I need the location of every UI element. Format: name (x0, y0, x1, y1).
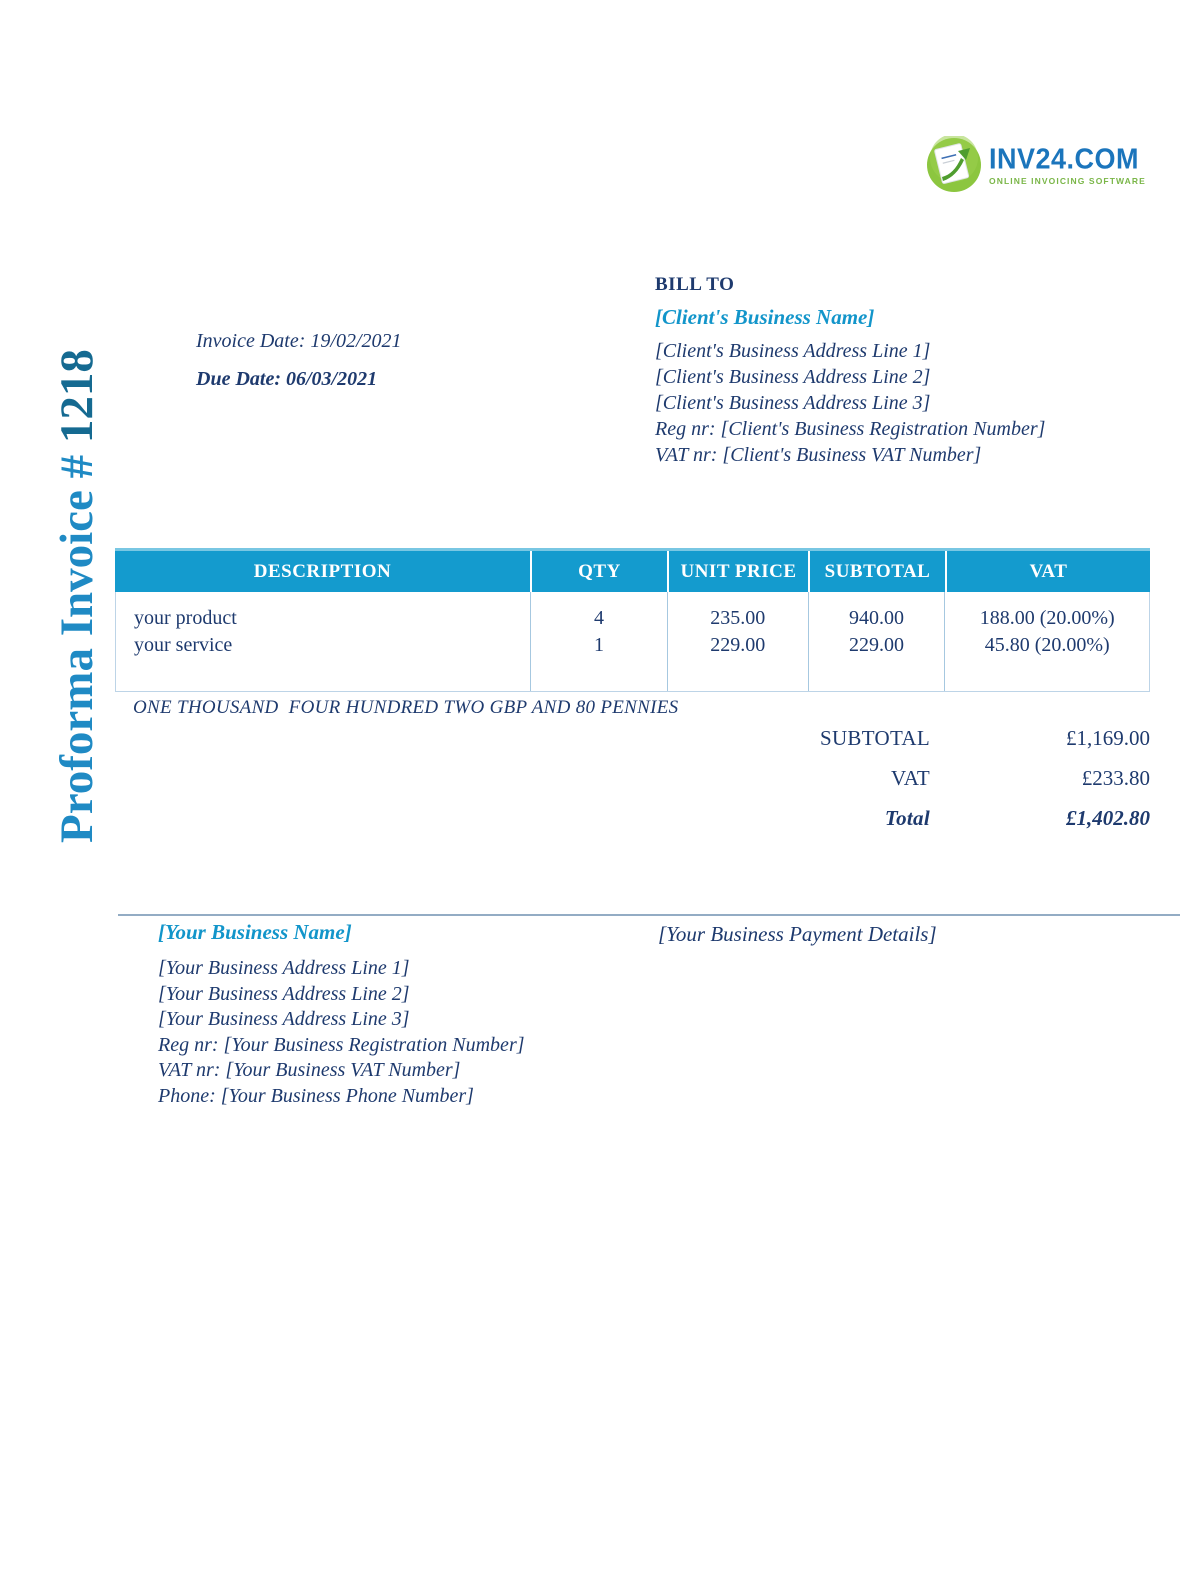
item-subtotal: 940.00 (849, 607, 905, 629)
vat-row (640, 766, 1150, 791)
header-unit-price: UNIT PRICE (667, 551, 808, 592)
logo-title: INV24.COM (989, 143, 1140, 175)
total-row (640, 806, 1150, 831)
business-phone: Phone: [Your Business Phone Number] (158, 1084, 474, 1107)
invoice-date: Invoice Date: 19/02/2021 (196, 330, 402, 352)
table-header-row (115, 548, 1150, 592)
client-address-line: [Client's Business Address Line 1] (655, 340, 931, 362)
client-vat-number: VAT nr: [Client's Business VAT Number] (655, 444, 982, 466)
item-qty: 1 (594, 634, 605, 656)
subtotal-label: SUBTOTAL (819, 726, 930, 750)
logo-tagline: ONLINE INVOICING SOFTWARE (989, 176, 1146, 186)
item-qty: 4 (594, 607, 605, 629)
item-description: your service (134, 634, 233, 656)
bill-to-section (655, 274, 1045, 468)
column-subtotal (808, 592, 945, 691)
invoice-dates (196, 330, 402, 391)
client-address-line: [Client's Business Address Line 2] (655, 366, 931, 388)
total-value: £1,402.80 (1066, 806, 1150, 830)
inv24-logo-icon (925, 136, 983, 194)
line-items-table (115, 548, 1150, 692)
item-unit-price: 229.00 (710, 634, 766, 656)
due-date: Due Date: 06/03/2021 (196, 368, 378, 390)
business-name: [Your Business Name] (158, 920, 352, 944)
business-address-line: [Your Business Address Line 2] (158, 982, 410, 1005)
invoice-number: 1218 (51, 349, 103, 444)
subtotal-row (640, 726, 1150, 751)
business-details-section (158, 920, 525, 1109)
business-vat-number: VAT nr: [Your Business VAT Number] (158, 1059, 461, 1081)
payment-details: [Your Business Payment Details] (658, 922, 937, 946)
total-label: Total (884, 806, 930, 830)
item-vat: 45.80 (20.00%) (984, 634, 1110, 656)
vat-label: VAT (890, 766, 930, 790)
bill-to-heading: BILL TO (655, 274, 735, 295)
header-description: DESCRIPTION (253, 560, 392, 582)
business-address-line: [Your Business Address Line 3] (158, 1008, 410, 1030)
column-description (116, 592, 530, 691)
client-reg-number: Reg nr: [Client's Business Registration Number] (655, 418, 1046, 440)
totals-section (640, 726, 1150, 846)
item-description: your product (134, 607, 237, 629)
invoice-vertical-title (46, 296, 108, 896)
item-subtotal: 229.00 (849, 634, 905, 656)
column-vat (944, 592, 1149, 691)
footer-divider (118, 914, 1180, 916)
column-qty (530, 592, 667, 691)
client-address-line: [Client's Business Address Line 3] (655, 392, 931, 414)
logo (925, 136, 1146, 194)
header-subtotal: SUBTOTAL (808, 551, 945, 592)
business-address-line: [Your Business Address Line 1] (158, 957, 410, 979)
vat-value: £233.80 (1081, 766, 1150, 790)
client-address-block (655, 338, 1045, 468)
amount-in-words: ONE THOUSAND FOUR HUNDRED TWO GBP AND 80 PENNIES (133, 697, 679, 718)
header-vat: VAT (945, 551, 1150, 592)
table-body (115, 592, 1150, 692)
header-qty: QTY (530, 551, 667, 592)
logo-text (989, 136, 1146, 186)
client-business-name: [Client's Business Name] (655, 305, 875, 329)
invoice-title-text: Proforma Invoice # (51, 443, 103, 843)
item-vat: 188.00 (20.00%) (979, 607, 1115, 629)
business-reg-number: Reg nr: [Your Business Registration Number] (158, 1033, 525, 1056)
subtotal-value: £1,169.00 (1066, 726, 1150, 750)
column-unit-price (667, 592, 808, 691)
business-address-block (158, 956, 525, 1109)
item-unit-price: 235.00 (710, 607, 766, 629)
